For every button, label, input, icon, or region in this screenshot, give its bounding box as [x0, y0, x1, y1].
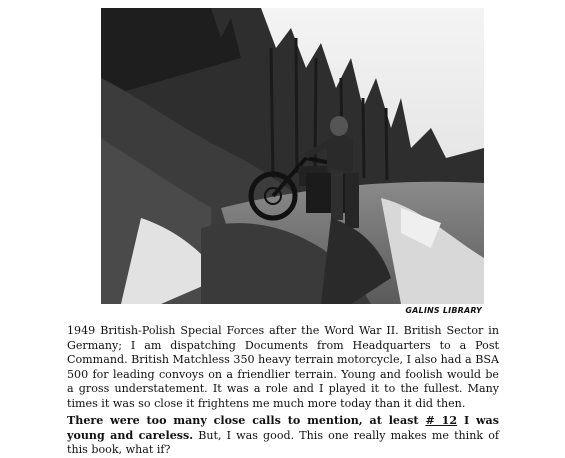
underlined-number: # 12: [425, 414, 458, 427]
motorcycle-photo: [101, 8, 484, 304]
photo-motorcyclist-icon: [101, 8, 484, 304]
caption-paragraph-2: [67, 414, 499, 458]
bold-text-end: I was young and careless.: [67, 414, 499, 442]
regular-text: But, I was good. This one really makes me think of this book, what if?: [67, 428, 499, 457]
caption-paragraph-1: 1949 British-Polish Special Forces after the Word War II. British Sector in Germany; I am dispatching Documents from Headquarters to a Post Command. British Matchless 350 heavy terrain motorcycle, I also had a BSA 500 for leading convoys on a friendlier terrain. Young and foolish would be a gross understatement. It was a role and I played it to the fullest. Many times it was so close it frightens me much more today than it did then.: [67, 324, 499, 410]
photo-credit: GALINS LIBRARY: [405, 306, 482, 315]
bold-text-start: There were too many close calls to mention, at least: [67, 414, 426, 427]
